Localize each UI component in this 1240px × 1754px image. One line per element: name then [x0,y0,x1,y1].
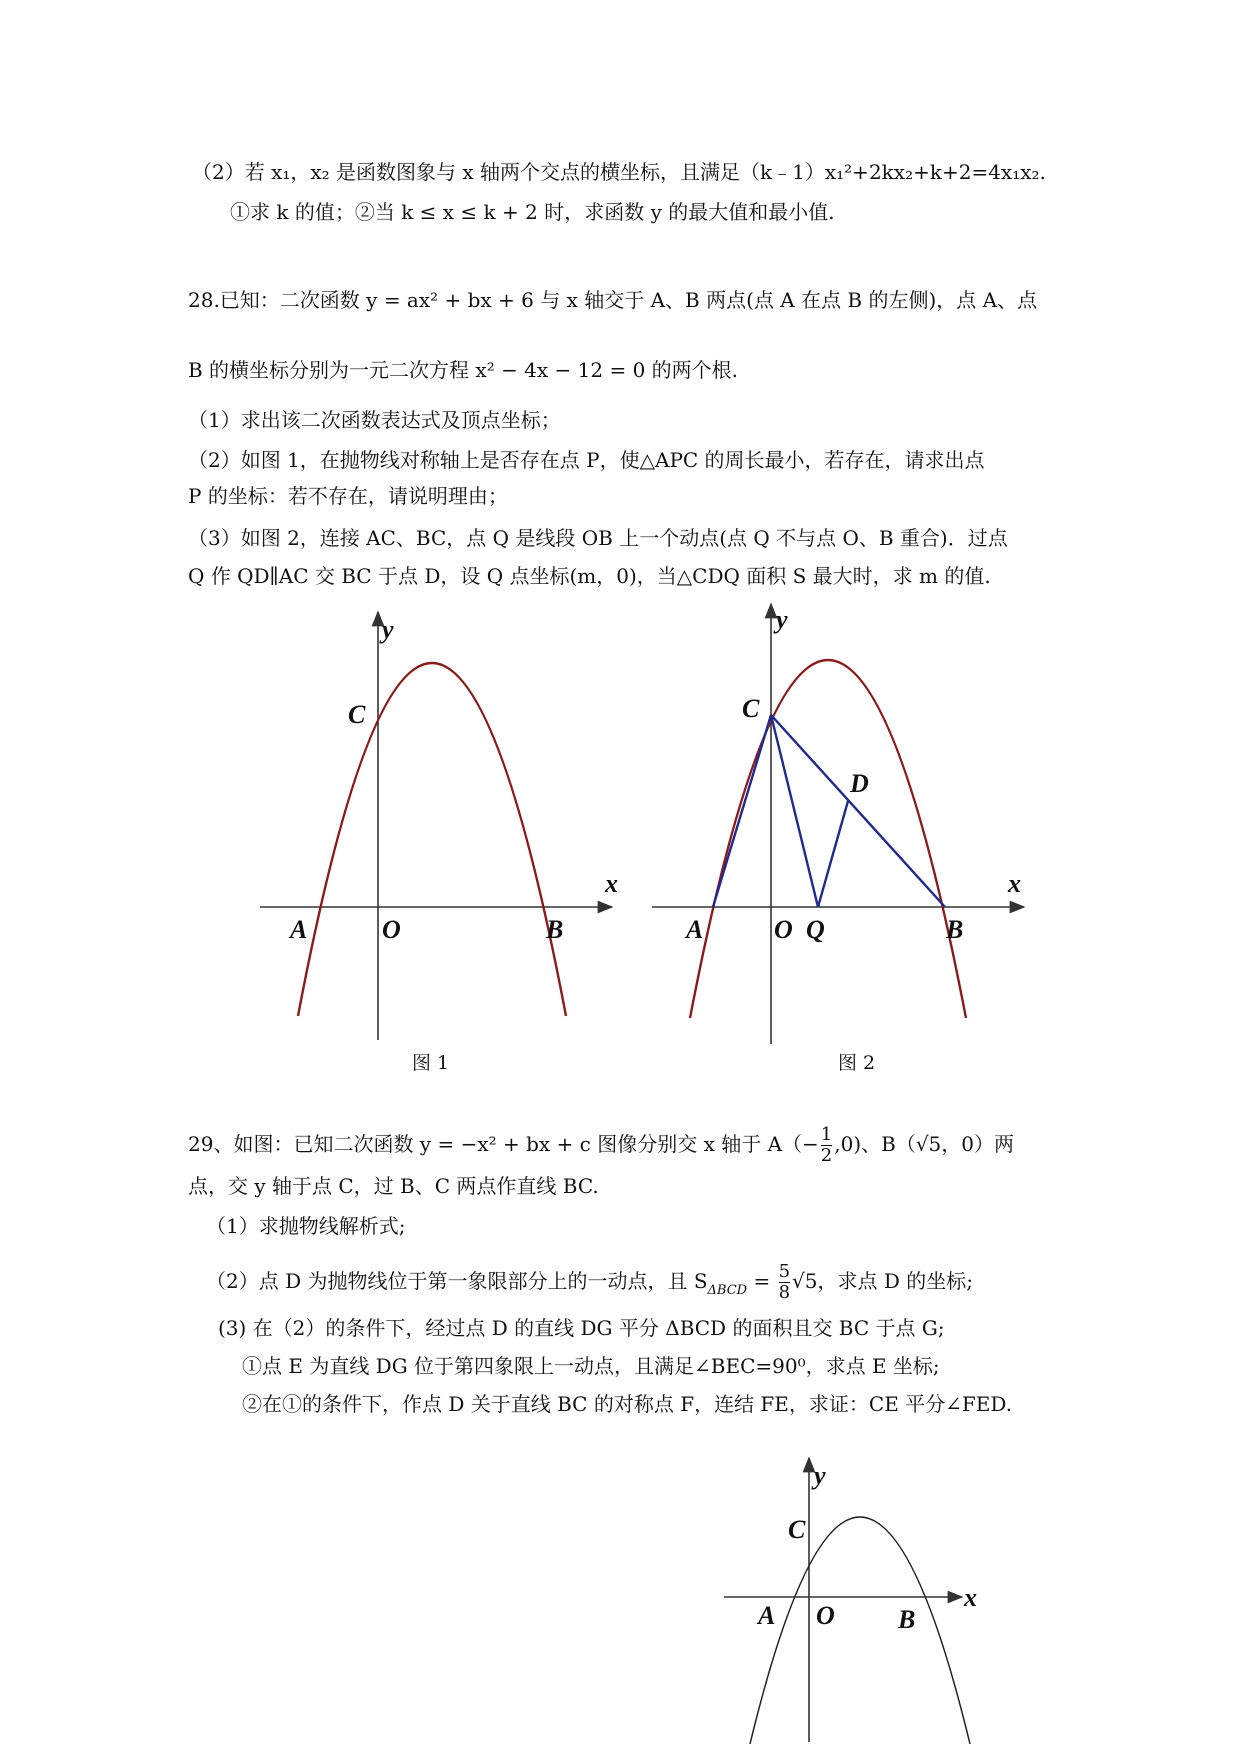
fig1-label-x: x [605,869,618,898]
q29-frac2-den: 8 [778,1282,791,1303]
figure-1-caption: 图 1 [412,1052,450,1074]
q27-line-2: ①求 k 的值；②当 k ≤ x ≤ k + 2 时，求函数 y 的最大值和最小值. [230,200,835,224]
fig2-label-o: O [774,915,793,944]
q29-parabola [750,1517,970,1744]
q29-fraction [821,1125,832,1166]
q29-line-2: 点，交 y 轴于点 C，过 B、C 两点作直线 BC. [188,1174,599,1198]
fig1-label-o: O [382,915,401,944]
fig2-label-q: Q [806,915,825,944]
segment-qd [818,801,848,907]
q29-equals: = [747,1269,777,1293]
q29-frac-den: 2 [820,1145,833,1166]
figure-2-caption: 图 2 [838,1052,876,1074]
fig1-label-y: y [382,615,394,644]
q29-line-1 [188,1125,1014,1166]
q29-label-y: y [814,1461,826,1490]
q29-part-3: (3) 在（2）的条件下，经过点 D 的直线 DG 平分 ΔBCD 的面积且交 BC 于点 G; [218,1316,945,1340]
fig2-label-b: B [946,915,964,944]
fig1-label-a: A [290,915,308,944]
fig2-parabola [690,660,966,1018]
q29-label-b: B [898,1605,916,1634]
fig2-label-c: C [742,694,760,723]
q28-part-2b: P 的坐标：若不存在，请说明理由； [188,484,508,508]
q29-label-o: O [816,1601,835,1630]
q29-line-1-start: 29、如图：已知二次函数 y = −x² + bx + c 图像分别交 x 轴于 A（− [188,1132,819,1156]
q29-part-2 [206,1262,973,1305]
figure-1 [260,612,618,1040]
figure-2 [652,604,1024,1044]
q28-line-2: B 的横坐标分别为一元二次方程 x² − 4x − 12 = 0 的两个根. [188,358,739,382]
q29-frac-num: 1 [820,1124,833,1145]
q29-line-1-end: ,0)、B（√5，0）两 [834,1132,1015,1156]
segment-cq [771,715,818,907]
q29-frac2-num: 5 [778,1261,791,1282]
q29-part-3-i: ①点 E 为直线 DG 位于第四象限上一动点，且满足∠BEC=90⁰，求点 E 坐标; [242,1354,940,1378]
fig2-label-a: A [686,915,704,944]
q29-label-c: C [788,1515,806,1544]
q29-part-3-ii: ②在①的条件下，作点 D 关于直线 BC 的对称点 F，连结 FE，求证：CE 平分∠FED. [242,1392,1013,1416]
q28-part-3a: （3）如图 2，连接 AC、BC，点 Q 是线段 OB 上一个动点(点 Q 不与点 O、B 重合)．过点 [188,526,1008,550]
q29-label-x: x [964,1583,977,1612]
q29-label-a: A [758,1601,776,1630]
q29-part-2-end: √5，求点 D 的坐标; [792,1269,974,1293]
q28-part-3b: Q 作 QD∥AC 交 BC 于点 D，设 Q 点坐标(m，0)，当△CDQ 面积 S 最大时，求 m 的值. [188,564,991,588]
fig2-label-x: x [1008,869,1021,898]
fig2-label-y: y [776,605,788,634]
fig1-label-c: C [348,700,366,729]
q29-part-1: （1）求抛物线解析式; [206,1214,406,1238]
q29-s-subscript: ΔBCD [707,1283,748,1298]
fig1-parabola [298,663,566,1016]
figure-q29 [724,1458,977,1744]
fig1-label-b: B [546,915,564,944]
q28-line-1: 28.已知：二次函数 y = ax² + bx + 6 与 x 轴交于 A、B 两点(点 A 在点 B 的左侧)，点 A、点 [188,288,1038,312]
segment-bc [771,715,945,907]
q29-fraction-2 [779,1262,790,1303]
q27-line-1: （2）若 x₁，x₂ 是函数图象与 x 轴两个交点的横坐标，且满足（k﹣1）x₁²+2kx₂+k+2=4x₁x₂. [192,160,1046,184]
q28-part-1: （1）求出该二次函数表达式及顶点坐标； [188,408,561,432]
q29-part-2-start: （2）点 D 为抛物线位于第一象限部分上的一动点，且 S [206,1269,708,1293]
segment-ac [713,715,771,907]
q28-part-2a: （2）如图 1，在抛物线对称轴上是否存在点 P，使△APC 的周长最小，若存在，请求出点 [188,448,985,472]
fig2-label-d: D [850,769,869,798]
